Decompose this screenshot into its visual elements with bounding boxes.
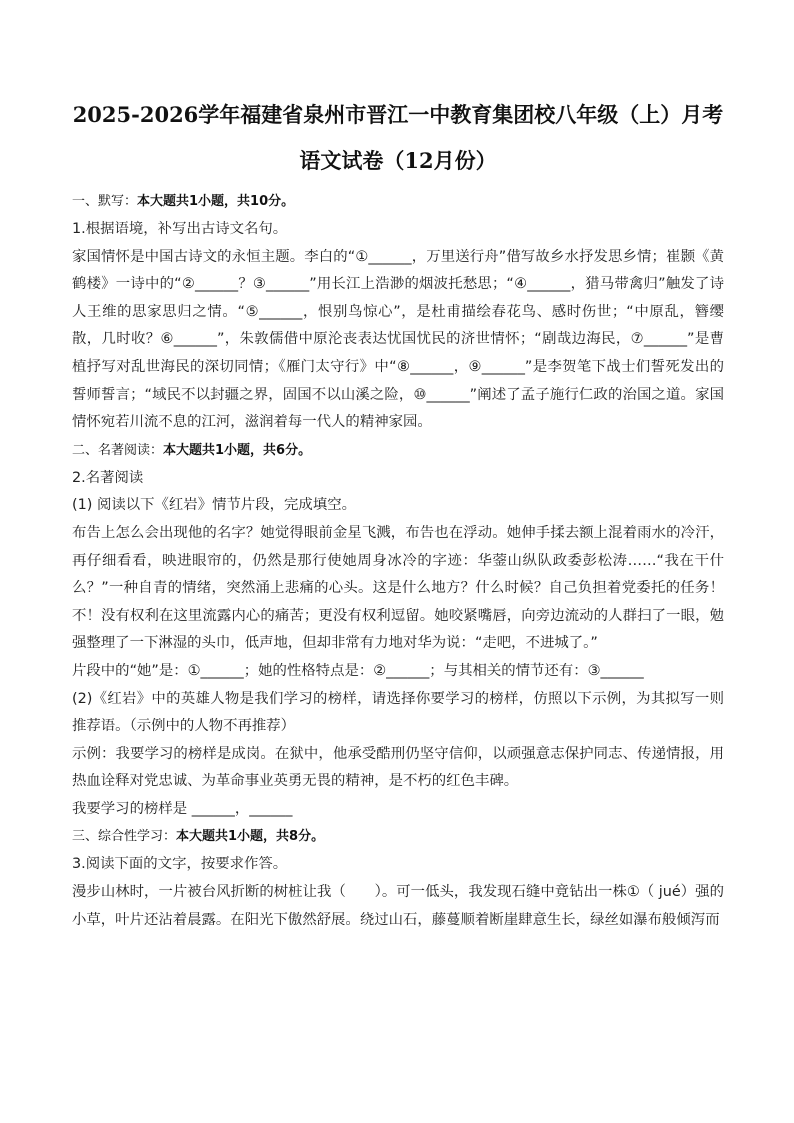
section-2-heading: [72, 441, 724, 461]
section-3-score: 本大题共1小题，共8分。: [176, 829, 325, 845]
section-2-score: 本大题共1小题，共6分。: [163, 442, 312, 458]
question-3-title: 3.阅读下面的文字，按要求作答。: [72, 856, 288, 873]
section-1-score: 本大题共1小题，共10分。: [137, 194, 295, 209]
exam-page: [72, 98, 724, 934]
hongyan-passage: 布告上怎么会出现他的名字？她觉得眼前金星飞溅，布告也在浮动。她伸手揉去额上混着雨水的冷汗，再仔细看看，映进眼帘的，仍然是那行使她周身冰冷的字迹：华蓥山纵队政委彭松涛……“我在干什么？”一种自青的情绪，突然涌上悲痛的心头。这是什么地方？什么时候？自己负担着党委托的任务！不！没有权利在这里流露内心的痛苦；更没有权利逗留。她咬紧嘴唇，向旁边流动的人群扫了一眼，勉强整理了一下淋湿的头巾，低声地，但却非常有力地对华为说：“走吧，不进城了。”: [72, 524, 724, 652]
question-2-example: 示例：我要学习的榜样是成岗。在狱中，他承受酷刑仍坚守信仰，以顽强意志保护同志、传递情报，用热血诠释对党忠诚、为革命事业英勇无畏的精神，是不朽的红色丰碑。: [72, 745, 724, 790]
title-line-2: 语文试卷（12月份）: [299, 148, 497, 173]
section-2-prefix: 二、名著阅读：: [72, 442, 164, 458]
question-2-fill-line: 片段中的“她”是：①______；她的性格特点是：②______；与其相关的情节还有：③______: [72, 662, 644, 679]
question-1-title: 1.根据语境，补写出古诗文名句。: [72, 221, 288, 237]
exam-title: [72, 98, 724, 178]
question-2-sub-1: (1) 阅读以下《红岩》情节片段，完成填空。: [72, 497, 356, 514]
question-2-sub-2: (2)《红岩》中的英雄人物是我们学习的榜样，请选择你要学习的榜样，仿照以下示例，为其拟写一则推荐语。（示例中的人物不再推荐）: [72, 690, 724, 735]
section-3-prefix: 三、综合性学习：: [72, 829, 177, 845]
question-3-body: 漫步山林时，一片被台风折断的树桩让我（ ）。可一低头，我发现石缝中竟钻出一株①（ jué）强的小草，叶片还沾着晨露。在阳光下傲然舒展。绕过山石，藤蔓顺着断崖肆意生长，绿丝如瀑布般倾泻而: [72, 884, 724, 928]
question-2-title: 2.名著阅读: [72, 469, 144, 486]
title-line-1: 2025-2026学年福建省泉州市晋江一中教育集团校八年级（上）月考: [72, 102, 724, 127]
question-1-body: 家国情怀是中国古诗文的永恒主题。李白的“①______，万里送行舟”借写故乡水抒发思乡情；崔颢《黄鹤楼》一诗中的“②______？③______”用长江上浩渺的烟波托愁思；“④______，猎马带禽归”触发了诗人王维的思家思归之情。“⑤______，恨别鸟惊心”，是杜甫描绘春花鸟、感时伤世；“中原乱，簪缨散，几时收？⑥______”，朱敦儒借中原沦丧表达忧国忧民的济世情怀；“剧哉边海民，⑦______”是曹植抒写对乱世海民的深切同情；《雁门太守行》中“⑧______，⑨______”是李贺笔下战士们誓死发出的誓师誓言；“域民不以封疆之界，固国不以山溪之险，⑩______”阐述了孟子施行仁政的治国之道。家国情怀宛若川流不息的江河，滋润着每一代人的精神家园。: [72, 248, 724, 431]
section-1-heading: [72, 192, 724, 212]
section-1-prefix: 一、默写：: [72, 194, 138, 209]
question-2-answer-line: 我要学习的榜样是 ______，______: [72, 800, 293, 817]
section-3-heading: [72, 827, 724, 847]
